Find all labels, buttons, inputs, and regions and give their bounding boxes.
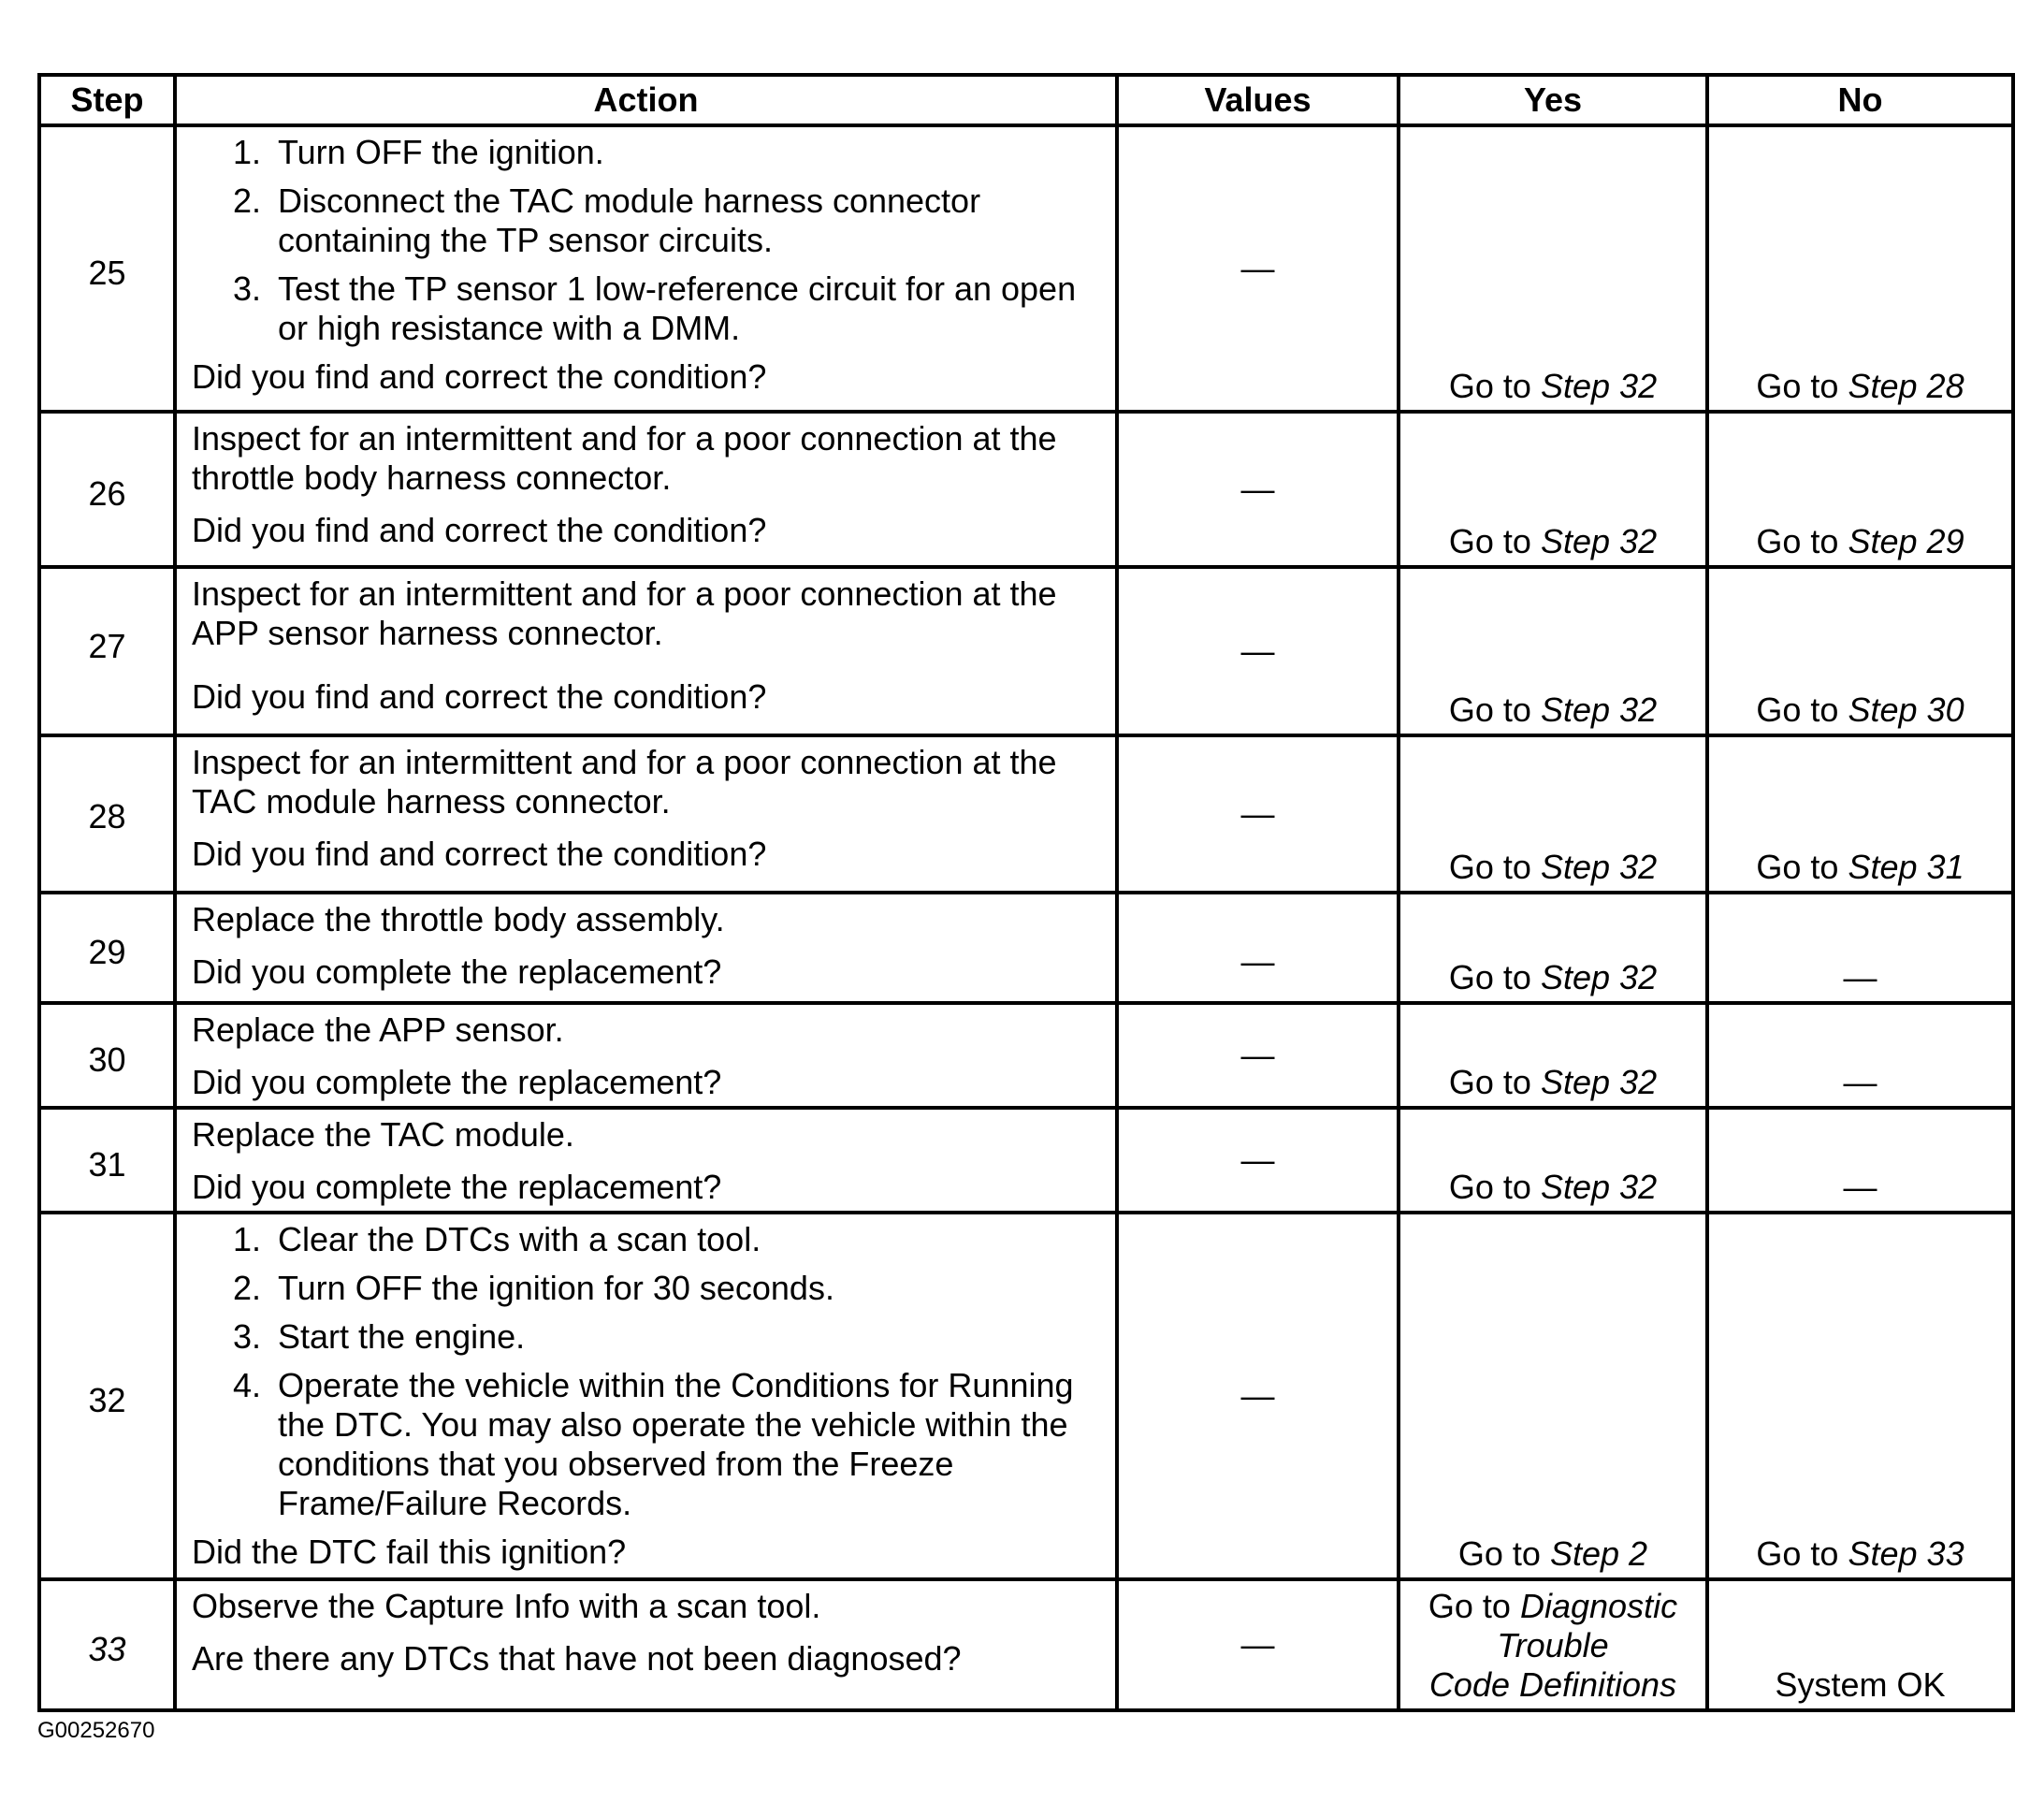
action-step: 2. Turn OFF the ignition for 30 seconds.	[270, 1269, 1098, 1308]
table-row	[39, 893, 2013, 1003]
yes-cell	[1399, 1108, 1707, 1213]
values-cell: —	[1117, 1003, 1399, 1108]
values-cell: —	[1117, 1579, 1399, 1710]
values-cell: —	[1117, 567, 1399, 735]
yes-cell	[1399, 1213, 1707, 1579]
action-step: 2. Disconnect the TAC module harness connector containing the TP sensor circuits.	[270, 182, 1098, 260]
goto-prefix: Go to	[1448, 1168, 1531, 1206]
goto-target: Diagnostic	[1519, 1587, 1678, 1625]
goto-prefix: Go to	[1448, 367, 1531, 405]
goto-target: Step 33	[1848, 1534, 1964, 1573]
table-row	[39, 1003, 2013, 1108]
goto-prefix: Go to	[1448, 958, 1531, 996]
action-cell	[175, 412, 1117, 567]
goto-target: Step 32	[1540, 1168, 1658, 1206]
action-question: Are there any DTCs that have not been diagnosed?	[192, 1639, 962, 1678]
goto-prefix: Go to	[1756, 690, 1839, 729]
no-cell	[1707, 567, 2013, 735]
step-number: 25	[39, 125, 175, 412]
step-number: 30	[39, 1003, 175, 1108]
goto-target: Code Definitions	[1428, 1665, 1677, 1704]
header-no: No	[1707, 75, 2013, 125]
header-step: Step	[39, 75, 175, 125]
action-steps-list	[192, 1220, 1098, 1523]
action-cell	[175, 893, 1117, 1003]
table-row	[39, 1579, 2013, 1710]
action-question: Did you complete the replacement?	[192, 1168, 722, 1206]
values-cell: —	[1117, 412, 1399, 567]
goto-target: Step 31	[1848, 848, 1964, 886]
table-row	[39, 1213, 2013, 1579]
goto-prefix: Go to	[1448, 690, 1531, 729]
goto-target: Step 32	[1540, 958, 1658, 996]
diagnostic-table	[37, 73, 2015, 1712]
yes-cell	[1399, 567, 1707, 735]
action-question: Did you complete the replacement?	[192, 1063, 722, 1101]
no-cell: —	[1707, 893, 2013, 1003]
goto-target: Step 30	[1848, 690, 1964, 729]
action-cell	[175, 1213, 1117, 1579]
action-question: Did you find and correct the condition?	[192, 835, 767, 873]
action-step: 1. Turn OFF the ignition.	[270, 133, 1098, 172]
action-cell	[175, 125, 1117, 412]
goto-prefix: Go to	[1756, 367, 1839, 405]
goto-prefix: Go to	[1756, 522, 1839, 560]
goto-target: Step 2	[1549, 1534, 1648, 1573]
diagnostic-table-container	[37, 73, 2011, 1712]
goto-prefix: Go to	[1448, 1063, 1531, 1101]
table-row	[39, 735, 2013, 893]
goto-prefix: Go to	[1448, 522, 1531, 560]
table-row	[39, 412, 2013, 567]
action-question: Did you find and correct the condition?	[192, 511, 767, 549]
header-row	[39, 75, 2013, 125]
no-cell	[1707, 735, 2013, 893]
goto-prefix: Go to	[1428, 1587, 1511, 1625]
step-number: 29	[39, 893, 175, 1003]
step-number: 26	[39, 412, 175, 567]
action-step: 3. Test the TP sensor 1 low-reference circuit for an open or high resistance with a DMM.	[270, 269, 1098, 348]
figure-code: G00252670	[37, 1718, 155, 1743]
action-text: Inspect for an intermittent and for a poor connection at the APP sensor harness connector.	[192, 574, 1057, 652]
action-question: Did you find and correct the condition?	[192, 357, 767, 396]
goto-target: Step 32	[1540, 848, 1658, 886]
action-question: Did the DTC fail this ignition?	[192, 1533, 627, 1571]
values-cell: —	[1117, 893, 1399, 1003]
header-values: Values	[1117, 75, 1399, 125]
goto-prefix: Go to	[1448, 848, 1531, 886]
yes-cell	[1399, 1579, 1707, 1710]
action-steps-list	[192, 133, 1098, 348]
step-number: 27	[39, 567, 175, 735]
no-cell	[1707, 1213, 2013, 1579]
goto-target: Step 29	[1848, 522, 1964, 560]
step-number: 32	[39, 1213, 175, 1579]
values-cell: —	[1117, 125, 1399, 412]
values-cell: —	[1117, 1108, 1399, 1213]
action-cell	[175, 567, 1117, 735]
action-cell	[175, 735, 1117, 893]
action-text: Observe the Capture Info with a scan tool.	[192, 1587, 821, 1625]
goto-target: Step 32	[1540, 522, 1658, 560]
header-action: Action	[175, 75, 1117, 125]
yes-cell	[1399, 412, 1707, 567]
action-question: Did you find and correct the condition?	[192, 677, 767, 716]
goto-prefix: Go to	[1756, 1534, 1839, 1573]
action-cell	[175, 1108, 1117, 1213]
goto-target: Step 32	[1540, 1063, 1658, 1101]
goto-prefix: Go to	[1756, 848, 1839, 886]
table-row	[39, 567, 2013, 735]
goto-prefix: Go to	[1457, 1534, 1541, 1573]
no-cell	[1707, 412, 2013, 567]
yes-cell	[1399, 893, 1707, 1003]
no-cell	[1707, 125, 2013, 412]
values-cell: —	[1117, 735, 1399, 893]
action-cell	[175, 1003, 1117, 1108]
header-yes: Yes	[1399, 75, 1707, 125]
no-cell: —	[1707, 1003, 2013, 1108]
goto-target: Trouble	[1497, 1626, 1609, 1664]
no-cell: System OK	[1707, 1579, 2013, 1710]
values-cell: —	[1117, 1213, 1399, 1579]
yes-cell	[1399, 735, 1707, 893]
goto-target: Step 32	[1540, 367, 1658, 405]
step-number: 31	[39, 1108, 175, 1213]
action-step: 3. Start the engine.	[270, 1317, 1098, 1357]
action-text: Inspect for an intermittent and for a poor connection at the throttle body harness connector.	[192, 419, 1057, 497]
table-row	[39, 125, 2013, 412]
action-text: Inspect for an intermittent and for a poor connection at the TAC module harness connector.	[192, 743, 1057, 821]
action-text: Replace the TAC module.	[192, 1115, 574, 1154]
step-number: 28	[39, 735, 175, 893]
no-cell: —	[1707, 1108, 2013, 1213]
action-question: Did you complete the replacement?	[192, 952, 722, 991]
goto-target: Step 28	[1848, 367, 1964, 405]
action-text: Replace the APP sensor.	[192, 1010, 564, 1049]
table-row	[39, 1108, 2013, 1213]
goto-target: Step 32	[1540, 690, 1658, 729]
yes-cell	[1399, 125, 1707, 412]
action-step: 1. Clear the DTCs with a scan tool.	[270, 1220, 1098, 1259]
action-text: Replace the throttle body assembly.	[192, 900, 725, 938]
action-cell	[175, 1579, 1117, 1710]
yes-cell	[1399, 1003, 1707, 1108]
step-number: 33	[39, 1579, 175, 1710]
action-step: 4. Operate the vehicle within the Conditions for Running the DTC. You may also operate the vehicle within the conditions that you observed from the Freeze Frame/Failure Records.	[270, 1366, 1098, 1523]
